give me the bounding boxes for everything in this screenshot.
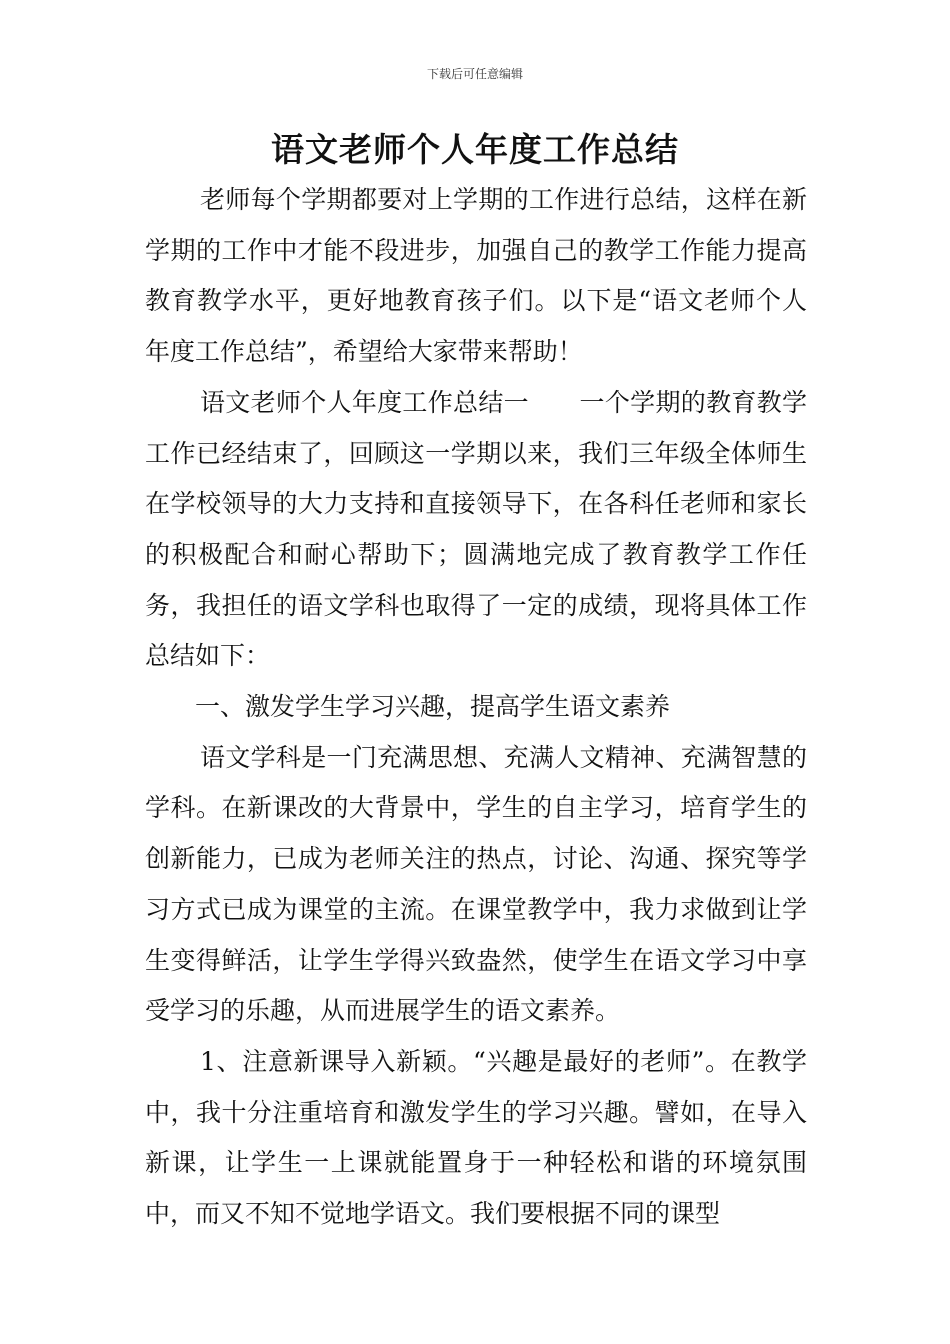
document-title: 语文老师个人年度工作总结 [271, 130, 679, 169]
document-body [145, 175, 807, 1240]
paragraph-intro: 老师每个学期都要对上学期的工作进行总结，这样在新学期的工作中才能不段进步，加强自己的教学工作能力提高教育教学水平，更好地教育孩子们。以下是“语文老师个人年度工作总结”，希望给大家带来帮助！ [145, 185, 807, 367]
header-note: 下载后可任意编辑 [426, 67, 523, 81]
paragraph-new-lesson: 1、注意新课导入新颖。“兴趣是最好的老师”。在教学中，我十分注重培育和激发学生的学习兴趣。譬如，在导入新课，让学生一上课就能置身于一种轻松和谐的环境氛围中，而又不知不觉地学语文。我们要根据不同的课型 [145, 1046, 807, 1229]
section-heading: 一、激发学生学习兴趣，提高学生语文素养 [195, 692, 671, 722]
paragraph-chinese-subject: 语文学科是一门充满思想、充满人文精神、充满智慧的学科。在新课改的大背景中，学生的自主学习，培育学生的创新能力，已成为老师关注的热点，讨论、沟通、探究等学习方式已成为课堂的主流。在课堂教学中，我力求做到让学生变得鲜活，让学生学得兴致盎然，使学生在语文学习中享受学习的乐趣，从而进展学生的语文素养。 [145, 742, 807, 1026]
paragraph-summary-one: 语文老师个人年度工作总结一 一个学期的教育教学工作已经结束了，回顾这一学期以来，我们三年级全体师生在学校领导的大力支持和直接领导下，在各科任老师和家长的积极配合和耐心帮助下；圆满地完成了教育教学工作任务，我担任的语文学科也取得了一定的成绩，现将具体工作总结如下： [145, 387, 807, 671]
